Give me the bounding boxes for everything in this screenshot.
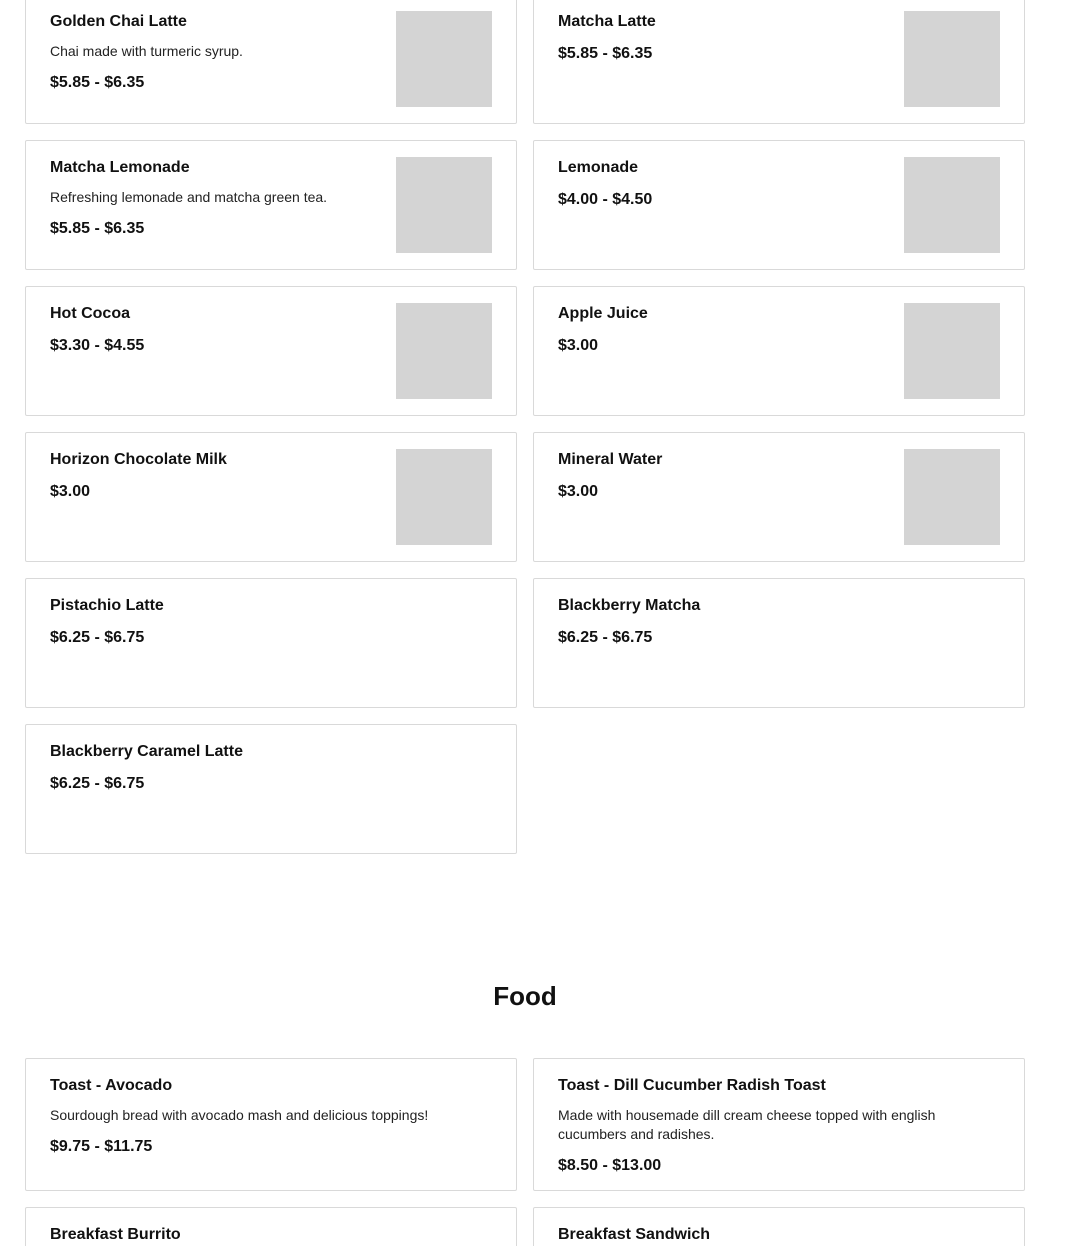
menu-item-name: Breakfast Sandwich <box>558 1226 711 1243</box>
menu-item-card-apple-juice[interactable] <box>533 286 1025 416</box>
menu-item-price: $6.25 - $6.75 <box>558 629 653 646</box>
menu-item-image-placeholder <box>396 449 492 545</box>
menu-item-name: Golden Chai Latte <box>50 13 187 30</box>
menu-item-card-matcha-lemonade[interactable] <box>25 140 517 270</box>
menu-item-price: $6.25 - $6.75 <box>50 629 145 646</box>
drinks-menu-grid <box>25 0 1025 854</box>
menu-item-card-breakfast-sandwich[interactable] <box>533 1207 1025 1246</box>
section-heading-food: Food <box>493 981 557 1011</box>
menu-item-image-placeholder <box>904 11 1000 107</box>
menu-item-card-lemonade[interactable] <box>533 140 1025 270</box>
menu-item-price: $3.00 <box>558 337 599 354</box>
menu-item-card-toast-avocado[interactable] <box>25 1058 517 1191</box>
menu-item-price: $3.00 <box>558 483 599 500</box>
menu-item-price: $5.85 - $6.35 <box>50 74 145 91</box>
menu-item-name: Breakfast Burrito <box>50 1226 181 1243</box>
menu-item-image-placeholder <box>904 157 1000 253</box>
menu-item-card-toast-dill-cucumber-radish-toast[interactable] <box>533 1058 1025 1191</box>
menu-item-description: Sourdough bread with avocado mash and delicious toppings! <box>50 1107 429 1123</box>
menu-item-name: Blackberry Matcha <box>558 597 701 614</box>
menu-item-card-matcha-latte[interactable] <box>533 0 1025 124</box>
menu-item-name: Toast - Dill Cucumber Radish Toast <box>558 1077 826 1094</box>
menu-item-card-blackberry-matcha[interactable] <box>533 578 1025 708</box>
menu-item-image-placeholder <box>904 303 1000 399</box>
menu-item-price: $3.00 <box>50 483 91 500</box>
menu-item-price: $8.50 - $13.00 <box>558 1157 662 1174</box>
menu-item-card-pistachio-latte[interactable] <box>25 578 517 708</box>
menu-item-card-mineral-water[interactable] <box>533 432 1025 562</box>
menu-item-name: Matcha Lemonade <box>50 159 190 176</box>
menu-item-price: $6.25 - $6.75 <box>50 775 145 792</box>
menu-item-image-placeholder <box>396 11 492 107</box>
menu-item-name: Lemonade <box>558 159 639 176</box>
menu-item-price: $3.30 - $4.55 <box>50 337 145 354</box>
menu-item-name: Matcha Latte <box>558 13 656 30</box>
menu-item-name: Toast - Avocado <box>50 1077 173 1094</box>
menu-item-description: Chai made with turmeric syrup. <box>50 43 243 59</box>
menu-item-image-placeholder <box>904 449 1000 545</box>
menu-item-name: Horizon Chocolate Milk <box>50 451 227 468</box>
menu-item-card-breakfast-burrito[interactable] <box>25 1207 517 1246</box>
menu-item-name: Pistachio Latte <box>50 597 164 614</box>
menu-item-price: $4.00 - $4.50 <box>558 191 653 208</box>
menu-item-name: Apple Juice <box>558 305 648 322</box>
menu-item-card-horizon-chocolate-milk[interactable] <box>25 432 517 562</box>
menu-item-price: $5.85 - $6.35 <box>50 220 145 237</box>
menu-item-price: $9.75 - $11.75 <box>50 1138 153 1155</box>
menu-item-name: Blackberry Caramel Latte <box>50 743 243 760</box>
menu-item-description: Made with housemade dill cream cheese topped with english cucumbers and radishes. <box>558 1107 936 1142</box>
menu-item-image-placeholder <box>396 303 492 399</box>
menu-item-card-golden-chai-latte[interactable] <box>25 0 517 124</box>
menu-item-name: Mineral Water <box>558 451 663 468</box>
menu-item-card-hot-cocoa[interactable] <box>25 286 517 416</box>
menu-item-image-placeholder <box>396 157 492 253</box>
food-menu-grid <box>25 1058 1025 1246</box>
menu-item-name: Hot Cocoa <box>50 305 130 322</box>
menu-item-description: Refreshing lemonade and matcha green tea. <box>50 189 328 205</box>
menu-item-price: $5.85 - $6.35 <box>558 45 653 62</box>
menu-item-card-blackberry-caramel-latte[interactable] <box>25 724 517 854</box>
